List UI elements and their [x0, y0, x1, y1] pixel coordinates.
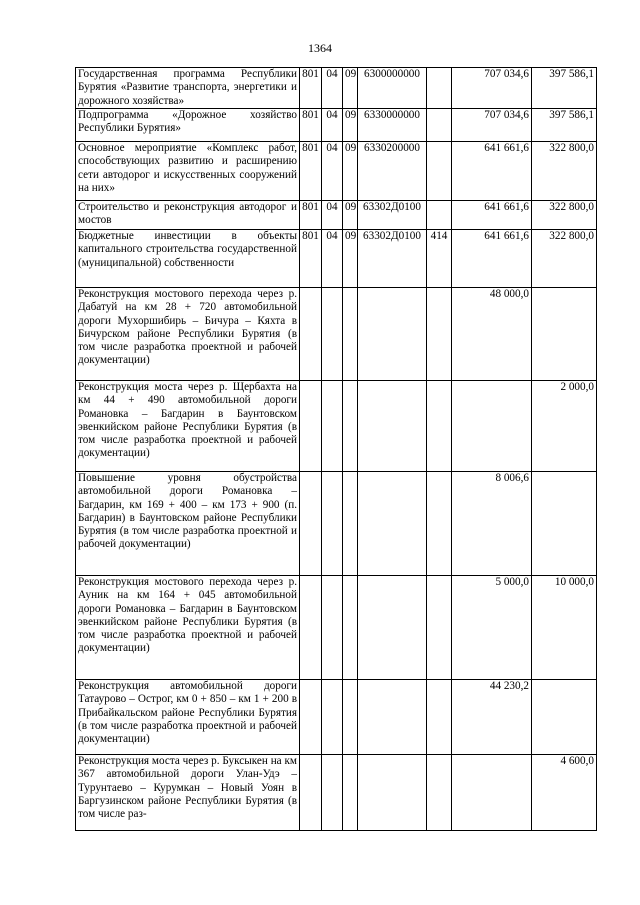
amount-year1: 707 034,6 [452, 68, 532, 109]
amount-year2: 397 586,1 [532, 109, 597, 142]
row-name: Строительство и реконструкция автодорог и мостов [76, 201, 300, 230]
target-code [358, 576, 427, 680]
amount-year2: 2 000,0 [532, 381, 597, 472]
ministry-code [300, 576, 322, 680]
amount-year2: 322 800,0 [532, 142, 597, 201]
row-name: Подпрограмма «Дорожное хозяйство Республики Бурятия» [76, 109, 300, 142]
table-row [76, 68, 597, 109]
target-code [358, 381, 427, 472]
amount-year2 [532, 288, 597, 381]
target-code: 63302Д0100 [358, 201, 427, 230]
subsection-code: 09 [343, 201, 358, 230]
amount-year1: 641 661,6 [452, 230, 532, 288]
row-name: Реконструкция автомобильной дороги Татаурово – Острог, км 0 + 850 – км 1 + 200 в Прибайкальском районе Республики Бурятия (в том числе разработка проектной и рабочей документации) [76, 680, 300, 755]
row-name: Реконструкция моста через р. Буксыкен на км 367 автомобильной дороги Улан-Удэ – Турунтаево – Курумкан – Новый Уоян в Баргузинском районе Республики Бурятия (в том числе раз- [76, 755, 300, 831]
ministry-code: 801 [300, 142, 322, 201]
target-code [358, 755, 427, 831]
amount-year1: 44 230,2 [452, 680, 532, 755]
table-row [76, 680, 597, 755]
amount-year1: 641 661,6 [452, 201, 532, 230]
type-code [427, 288, 452, 381]
table-row [76, 201, 597, 230]
subsection-code [343, 472, 358, 576]
amount-year2: 4 600,0 [532, 755, 597, 831]
amount-year1: 641 661,6 [452, 142, 532, 201]
ministry-code: 801 [300, 201, 322, 230]
amount-year1 [452, 381, 532, 472]
ministry-code [300, 755, 322, 831]
ministry-code: 801 [300, 109, 322, 142]
type-code [427, 472, 452, 576]
table-row [76, 142, 597, 201]
page-number: 1364 [308, 41, 332, 55]
type-code [427, 201, 452, 230]
amount-year1: 707 034,6 [452, 109, 532, 142]
section-code: 04 [322, 142, 343, 201]
section-code [322, 576, 343, 680]
subsection-code: 09 [343, 68, 358, 109]
target-code: 6330200000 [358, 142, 427, 201]
row-name: Бюджетные инвестиции в объекты капитального строительства государственной (муниципальной) собственности [76, 230, 300, 288]
subsection-code: 09 [343, 230, 358, 288]
amount-year1: 8 006,6 [452, 472, 532, 576]
amount-year2: 397 586,1 [532, 68, 597, 109]
amount-year2 [532, 472, 597, 576]
section-code [322, 381, 343, 472]
row-name: Реконструкция мостового перехода через р. Ауник на км 164 + 045 автомобильной дороги Романовка – Багдарин в Баунтовском эвенкийском районе Республики Бурятия (в том числе разработка проектной и рабочей документации) [76, 576, 300, 680]
type-code [427, 142, 452, 201]
section-code [322, 680, 343, 755]
type-code [427, 680, 452, 755]
table-row [76, 472, 597, 576]
ministry-code [300, 680, 322, 755]
amount-year1: 48 000,0 [452, 288, 532, 381]
section-code [322, 755, 343, 831]
section-code: 04 [322, 68, 343, 109]
subsection-code [343, 381, 358, 472]
row-name: Реконструкция моста через р. Щербахта на км 44 + 490 автомобильной дороги Романовка – Багдарин в Баунтовском эвенкийском районе Республики Бурятия (в том числе разработка проектной и рабочей документации) [76, 381, 300, 472]
type-code: 414 [427, 230, 452, 288]
amount-year2: 10 000,0 [532, 576, 597, 680]
amount-year1: 5 000,0 [452, 576, 532, 680]
subsection-code [343, 755, 358, 831]
type-code [427, 576, 452, 680]
row-name: Государственная программа Республики Бурятия «Развитие транспорта, энергетики и дорожного хозяйства» [76, 68, 300, 109]
table-row [76, 576, 597, 680]
amount-year2: 322 800,0 [532, 201, 597, 230]
amount-year2: 322 800,0 [532, 230, 597, 288]
target-code: 6330000000 [358, 109, 427, 142]
row-name: Реконструкция мостового перехода через р. Дабатуй на км 28 + 720 автомобильной дороги Мухоршибирь – Бичура – Кяхта в Бичурском районе Республики Бурятия (в том числе разработка проектной и рабочей документации) [76, 288, 300, 381]
table-row [76, 109, 597, 142]
ministry-code [300, 472, 322, 576]
type-code [427, 381, 452, 472]
ministry-code [300, 288, 322, 381]
section-code [322, 288, 343, 381]
ministry-code: 801 [300, 230, 322, 288]
section-code: 04 [322, 109, 343, 142]
row-name: Повышение уровня обустройства автомобильной дороги Романовка – Багдарин, км 169 + 400 – км 173 + 900 (п. Багдарин) в Баунтовском районе Республики Бурятия (в том числе разработка проектной и рабочей документации) [76, 472, 300, 576]
table-row [76, 288, 597, 381]
amount-year2 [532, 680, 597, 755]
target-code: 63302Д0100 [358, 230, 427, 288]
section-code: 04 [322, 230, 343, 288]
table-row [76, 755, 597, 831]
table-row [76, 381, 597, 472]
subsection-code [343, 576, 358, 680]
type-code [427, 755, 452, 831]
ministry-code [300, 381, 322, 472]
section-code: 04 [322, 201, 343, 230]
ministry-code: 801 [300, 68, 322, 109]
type-code [427, 68, 452, 109]
target-code [358, 472, 427, 576]
target-code [358, 288, 427, 381]
type-code [427, 109, 452, 142]
budget-table-body [76, 68, 597, 831]
amount-year1 [452, 755, 532, 831]
target-code: 6300000000 [358, 68, 427, 109]
subsection-code: 09 [343, 109, 358, 142]
budget-table [75, 67, 597, 831]
subsection-code [343, 680, 358, 755]
section-code [322, 472, 343, 576]
subsection-code: 09 [343, 142, 358, 201]
table-row [76, 230, 597, 288]
row-name: Основное мероприятие «Комплекс работ, способствующих развитию и расширению сети автодорог и искусственных сооружений на них» [76, 142, 300, 201]
subsection-code [343, 288, 358, 381]
target-code [358, 680, 427, 755]
